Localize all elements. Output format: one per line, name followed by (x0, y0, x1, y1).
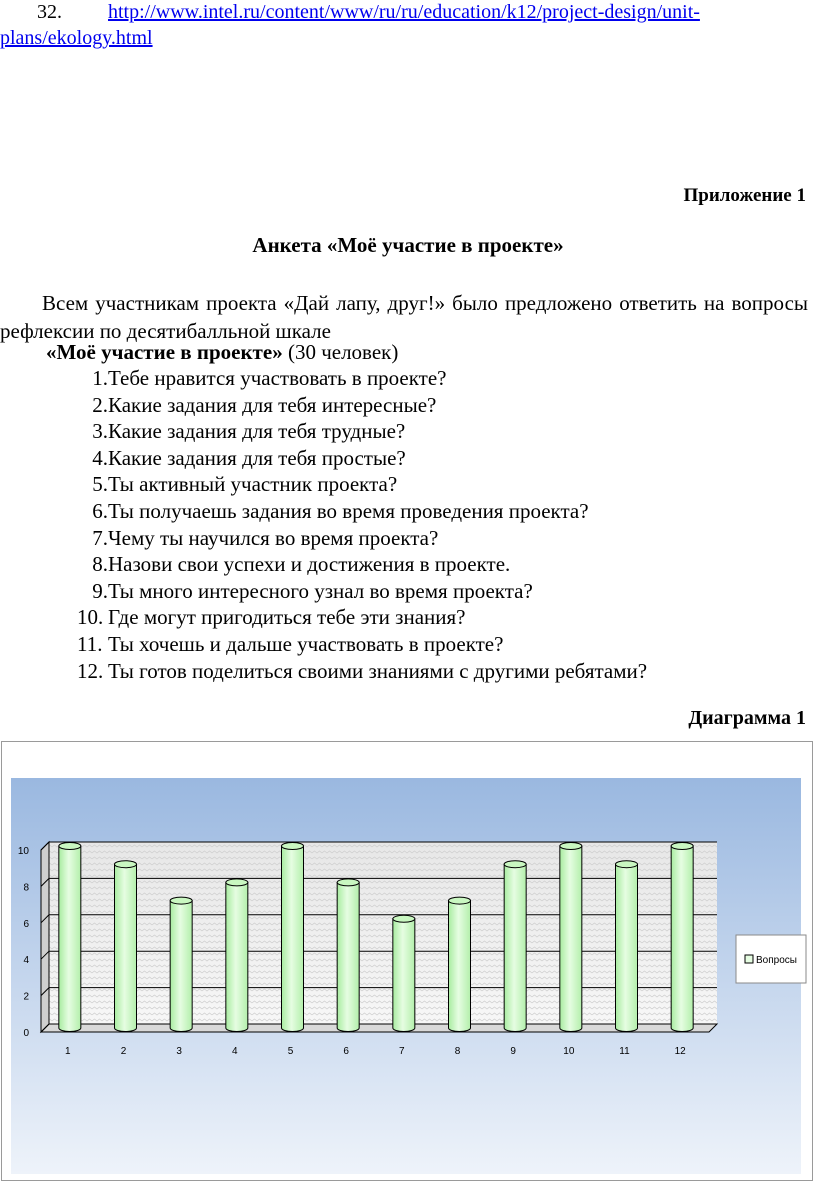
bar-body (282, 846, 304, 1032)
question-text: Какие задания для тебя интересные? (108, 392, 437, 417)
list-item (0, 445, 816, 472)
question-number: 5. (92, 472, 108, 497)
x-tick-label: 8 (454, 1046, 461, 1057)
y-tick-label: 10 (17, 846, 29, 857)
bar (504, 861, 526, 1032)
bar-body (671, 846, 693, 1032)
bar-top (504, 861, 526, 868)
question-number: 9. (92, 578, 108, 603)
list-item (0, 418, 816, 445)
question-text: Ты хочешь и дальше участвовать в проекте? (108, 631, 504, 656)
bar-body (337, 882, 359, 1031)
question-number: 8. (92, 552, 108, 577)
y-tick-label: 8 (23, 882, 29, 894)
bar (671, 843, 693, 1032)
bar-body (115, 864, 137, 1031)
y-tick-label: 2 (23, 991, 29, 1003)
bar-top (671, 843, 693, 850)
question-text: Ты готов поделиться своими знаниями с другими ребятами? (108, 658, 648, 683)
y-tick-label: 4 (23, 955, 29, 967)
question-text: Назови свои успехи и достижения в проекте. (108, 552, 511, 577)
bar-top (115, 861, 137, 868)
x-tick-label: 10 (563, 1046, 575, 1057)
y-tick-label: 0 (23, 1028, 29, 1039)
intro-text: Всем участникам проекта «Дай лапу, друг!» было предложено ответить на вопросы рефлексии по десятибалльной шкале (0, 291, 808, 343)
legend (736, 935, 806, 983)
question-text: Тебе нравится участвовать в проекте? (108, 366, 447, 390)
question-number: 1. (92, 366, 108, 390)
x-tick-label: 3 (176, 1046, 182, 1057)
bar-top (393, 915, 415, 922)
bar-top (59, 843, 81, 850)
chart-frame (1, 741, 813, 1181)
list-item (0, 365, 816, 392)
x-tick-label: 1 (65, 1046, 71, 1057)
x-tick-label: 7 (399, 1046, 405, 1057)
list-item (0, 658, 816, 685)
bar-body (449, 901, 471, 1032)
question-text: Ты активный участник проекта? (108, 472, 398, 497)
bar-body (170, 901, 192, 1032)
x-tick-label: 11 (619, 1046, 630, 1057)
list-item (0, 578, 816, 605)
x-tick-label: 9 (510, 1046, 516, 1057)
list-item (0, 604, 816, 631)
appendix-label: Приложение 1 (683, 185, 806, 206)
x-tick-label: 2 (120, 1046, 127, 1057)
list-item (0, 392, 816, 419)
bar-body (59, 846, 81, 1032)
list-item (0, 498, 816, 525)
intro-paragraph (0, 289, 808, 345)
reference-link-line1[interactable]: http://www.intel.ru/content/www/ru/ru/education/k12/project-design/unit- (108, 1, 700, 23)
question-text: Ты получаешь задания во время проведения проекта? (108, 498, 589, 523)
list-item (0, 551, 816, 578)
bar (282, 843, 304, 1032)
x-tick-label: 12 (674, 1046, 686, 1057)
list-item (0, 631, 816, 658)
reference-link-line2[interactable]: plans/ekology.html (0, 27, 153, 49)
question-number: 12. (77, 658, 104, 683)
bar (59, 843, 81, 1032)
question-text: Ты много интересного узнал во время проекта? (108, 578, 533, 603)
question-number: 6. (92, 498, 108, 523)
legend-swatch (745, 955, 753, 963)
bar (115, 861, 137, 1032)
x-tick-label: 4 (232, 1046, 238, 1057)
bar-top (449, 897, 471, 904)
survey-heading (46, 340, 398, 365)
plot-wall (41, 842, 49, 1032)
list-item (0, 471, 816, 498)
bar-top (337, 879, 359, 886)
bar-body (393, 919, 415, 1032)
reference-number: 32. (37, 1, 62, 23)
bar-top (616, 861, 638, 868)
survey-count: (30 человек) (287, 340, 399, 364)
bar-body (560, 846, 582, 1032)
question-number: 3. (92, 419, 108, 444)
bar-body (616, 864, 638, 1031)
legend-label: Вопросы (756, 955, 797, 966)
question-text: Какие задания для тебя трудные? (108, 419, 406, 444)
question-number: 4. (92, 445, 108, 470)
question-number: 7. (92, 525, 108, 550)
question-number: 2. (92, 392, 108, 417)
list-item (0, 525, 816, 552)
bar-top (170, 897, 192, 904)
question-text: Какие задания для тебя простые? (108, 445, 406, 470)
question-list (0, 365, 816, 684)
x-tick-label: 6 (343, 1046, 349, 1057)
question-number: 11. (77, 631, 103, 656)
bar-body (226, 882, 248, 1031)
bar (226, 879, 248, 1032)
question-text: Чему ты научился во время проекта? (108, 525, 439, 550)
survey-name: «Моё участие в проекте» (46, 340, 283, 364)
bar-top (560, 843, 582, 850)
bar (560, 843, 582, 1032)
bar (616, 861, 638, 1032)
bar-top (282, 843, 304, 850)
x-tick-label: 5 (287, 1046, 294, 1057)
y-tick-label: 6 (23, 918, 29, 930)
diagram-label: Диаграмма 1 (688, 707, 806, 729)
question-text: Где могут пригодиться тебе эти знания? (108, 605, 466, 630)
bar (337, 879, 359, 1032)
bar-body (504, 864, 526, 1031)
bar (449, 897, 471, 1031)
bar-top (226, 879, 248, 886)
bar-chart (2, 742, 812, 1180)
bar (170, 897, 192, 1031)
page-title: Анкета «Моё участие в проекте» (252, 233, 564, 257)
question-number: 10. (77, 605, 104, 630)
bar (393, 915, 415, 1031)
